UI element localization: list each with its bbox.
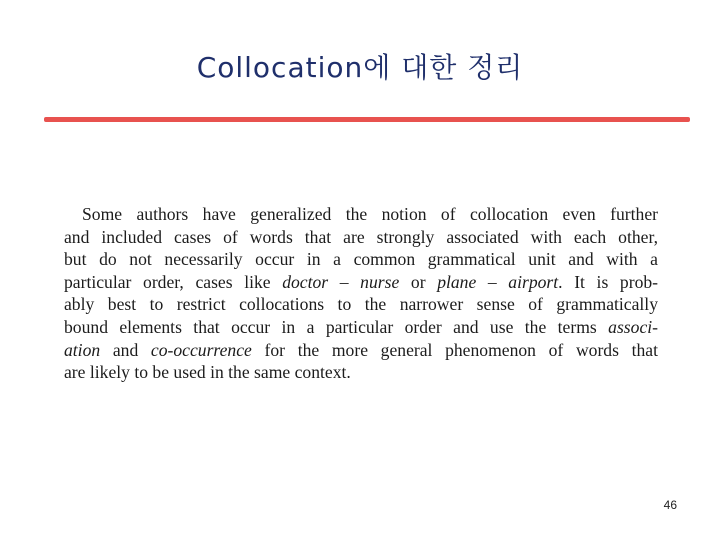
slide-title: Collocation에 대한 정리 bbox=[196, 51, 524, 84]
quote-block bbox=[64, 203, 658, 384]
example-pair-plane-airport: plane – airport bbox=[437, 271, 559, 292]
quote-text: for the more general phenomenon of words that bbox=[251, 339, 658, 360]
quote-text: or bbox=[399, 271, 438, 292]
example-pair-doctor-nurse: doctor – nurse bbox=[282, 271, 400, 292]
quote-line: are likely to be used in the same context. bbox=[64, 362, 351, 383]
quote-line: and included cases of words that are strongly associated with each other, bbox=[64, 226, 658, 247]
quote-text: bound elements that occur in a particular order and use the terms bbox=[64, 316, 609, 337]
quote-line: Some authors have generalized the notion of collocation even further bbox=[82, 204, 658, 224]
quote-text: . It is prob- bbox=[558, 271, 659, 292]
quote-line: ably best to restrict collocations to the narrower sense of grammatically bbox=[64, 294, 658, 315]
term-association-start: associ- bbox=[608, 316, 658, 337]
page-number: 46 bbox=[663, 498, 677, 512]
term-association-end: ation bbox=[64, 339, 101, 360]
quote-line: but do not necessarily occur in a common grammatical unit and with a bbox=[64, 249, 658, 270]
term-co-occurrence: co-occurrence bbox=[150, 339, 252, 360]
quote-line-with-term bbox=[64, 316, 658, 339]
quote-line-with-examples bbox=[64, 271, 658, 294]
title-divider bbox=[44, 117, 690, 122]
quote-line-with-terms bbox=[64, 339, 658, 362]
quote-text: and bbox=[100, 339, 151, 360]
quote-text: particular order, cases like bbox=[64, 271, 283, 292]
